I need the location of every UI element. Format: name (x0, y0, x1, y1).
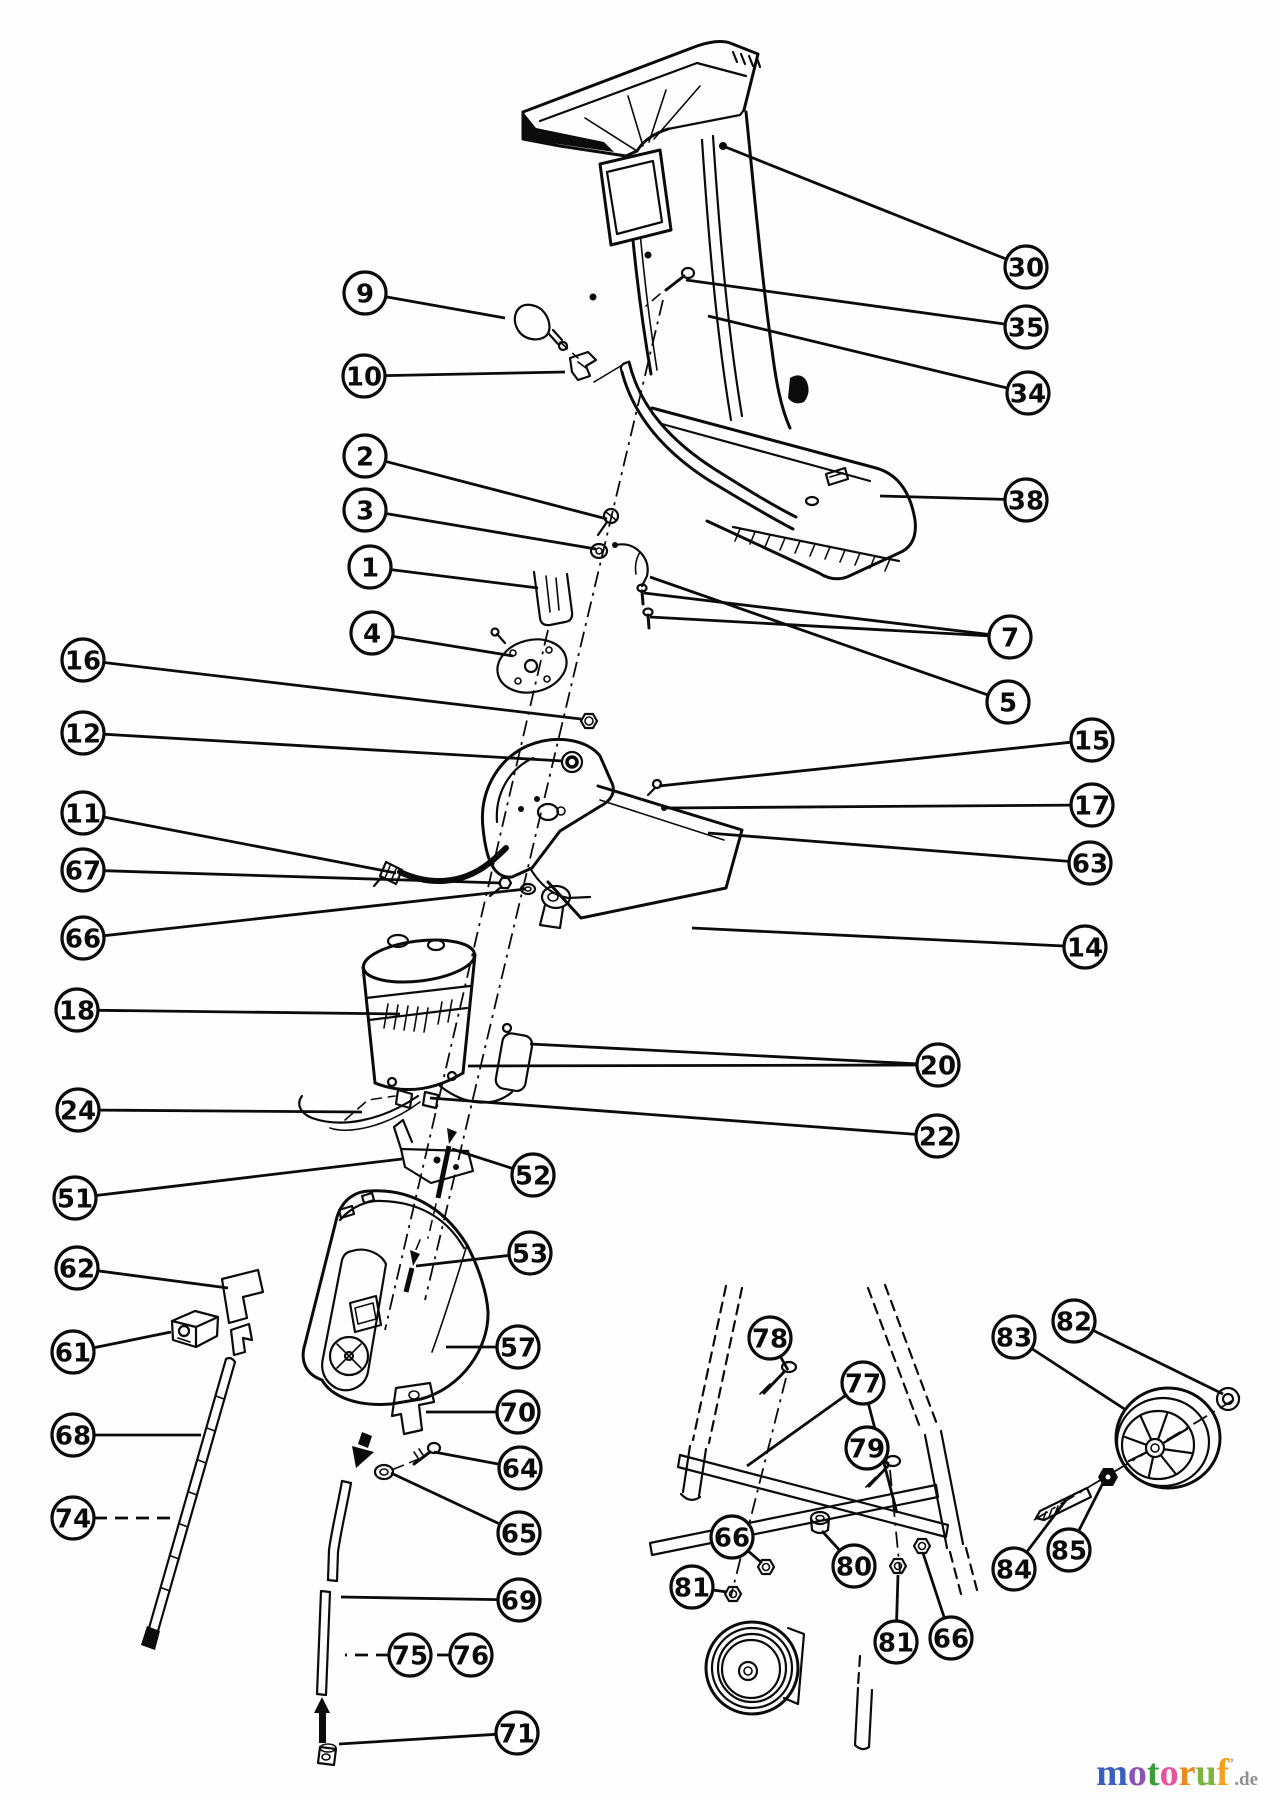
callout-17 (666, 784, 1113, 826)
leader-line-67 (104, 871, 501, 883)
callout-number-77: 77 (844, 1369, 882, 1400)
logo-letter: t (1146, 1752, 1160, 1794)
callout-9 (344, 272, 505, 318)
callout-number-35: 35 (1007, 313, 1045, 344)
callout-number-70: 70 (499, 1398, 537, 1429)
callout-80 (822, 1531, 875, 1587)
callout-number-20: 20 (919, 1051, 957, 1082)
callout-64 (434, 1447, 541, 1489)
callout-79 (846, 1427, 889, 1469)
leader-line-30 (723, 146, 1007, 259)
callout-66 (62, 889, 526, 959)
callout-number-76: 76 (452, 1641, 490, 1672)
callout-number-5: 5 (998, 688, 1018, 719)
callout-14 (692, 926, 1106, 968)
leader-line-51 (96, 1159, 402, 1196)
callout-number-17: 17 (1073, 791, 1111, 822)
callout-5 (650, 577, 1029, 723)
callout-number-9: 9 (355, 279, 375, 310)
leader-line-65 (391, 1473, 500, 1524)
callout-number-83: 83 (995, 1323, 1033, 1354)
logo-letter: u (1195, 1752, 1217, 1794)
callout-number-80: 80 (835, 1552, 873, 1583)
leader-line-20 (468, 1065, 917, 1066)
leader-line-85 (1079, 1481, 1105, 1531)
callout-number-10: 10 (345, 362, 383, 393)
callout-69 (341, 1579, 540, 1621)
callout-number-84: 84 (995, 1555, 1033, 1586)
callout-number-18: 18 (58, 996, 96, 1027)
callout-24 (57, 1089, 362, 1131)
leader-line-62 (98, 1271, 228, 1288)
callout-53 (416, 1232, 551, 1274)
callout-number-62: 62 (58, 1254, 96, 1285)
callout-11 (62, 792, 396, 873)
leader-line-3 (386, 514, 596, 550)
callout-number-2: 2 (355, 442, 375, 473)
callout-number-75: 75 (391, 1641, 429, 1672)
callout-62 (56, 1247, 228, 1289)
motoruf-logo (1088, 1752, 1258, 1800)
callout-number-30: 30 (1007, 253, 1045, 284)
callout-67 (62, 849, 501, 891)
leader-line-63 (708, 833, 1069, 861)
logo-mark: ’ (1229, 1756, 1235, 1772)
leader-line-1 (391, 570, 538, 588)
callout-number-1: 1 (360, 553, 380, 584)
leader-line-2 (385, 461, 607, 519)
logo-word (1096, 1752, 1229, 1794)
callout-12 (62, 712, 563, 761)
callout-number-7: 7 (1000, 623, 1020, 654)
callout-number-68: 68 (54, 1421, 92, 1452)
leader-line-24 (99, 1110, 362, 1112)
callout-16 (62, 639, 581, 719)
callout-number-66: 66 (64, 924, 102, 955)
power-cable (374, 848, 535, 896)
callout-number-81: 81 (673, 1573, 711, 1604)
leader-line-64 (434, 1452, 499, 1464)
leader-line-15 (659, 742, 1071, 786)
leader-line-7 (650, 617, 989, 636)
callout-number-79: 79 (848, 1434, 886, 1465)
leader-line-4 (393, 636, 513, 656)
callout-number-61: 61 (54, 1338, 92, 1369)
callout-number-74: 74 (54, 1504, 92, 1535)
hopper-chute-assembly (523, 42, 809, 529)
callout-number-66: 66 (713, 1523, 751, 1554)
leader-line-81 (897, 1575, 898, 1621)
callout-number-3: 3 (355, 496, 375, 527)
callout-20 (468, 1044, 959, 1086)
lower-housing (303, 1191, 488, 1479)
leader-line-82 (1093, 1330, 1223, 1394)
callout-number-53: 53 (511, 1239, 549, 1270)
leader-line-38 (880, 496, 1005, 499)
callout-number-65: 65 (500, 1519, 538, 1550)
leader-line-18 (98, 1010, 400, 1014)
leader-line-16 (104, 663, 581, 720)
callout-66 (711, 1516, 762, 1563)
callout-3 (344, 489, 596, 549)
callout-number-66: 66 (932, 1624, 970, 1655)
motor (299, 934, 533, 1130)
callout-30 (723, 146, 1047, 288)
leader-line-20 (530, 1044, 917, 1064)
cleaning-tube (314, 1481, 351, 1765)
callout-number-12: 12 (64, 719, 102, 750)
callout-15 (659, 719, 1113, 786)
leader-line-81 (713, 1590, 727, 1592)
callout-71 (339, 1712, 538, 1754)
callout-34 (708, 316, 1049, 414)
deck-plate (482, 739, 742, 928)
callout-66 (923, 1553, 972, 1659)
callout-number-67: 67 (64, 856, 102, 887)
callout-63 (708, 833, 1111, 884)
leader-line-35 (686, 280, 1005, 324)
logo-letter: o (1127, 1752, 1147, 1794)
leader-line-22 (430, 1098, 916, 1134)
callout-70 (426, 1391, 539, 1433)
callout-number-4: 4 (362, 619, 382, 650)
callout-number-57: 57 (499, 1333, 537, 1364)
leader-line-83 (1032, 1349, 1126, 1411)
callout-76 (434, 1634, 492, 1676)
callout-18 (56, 989, 400, 1031)
callout-57 (446, 1326, 539, 1368)
leader-line-71 (339, 1734, 496, 1744)
leader-line-5 (650, 577, 988, 695)
callout-number-81: 81 (877, 1628, 915, 1659)
leader-line-69 (341, 1597, 498, 1600)
leader-line-66 (104, 889, 526, 936)
callout-number-78: 78 (751, 1324, 789, 1355)
callout-number-63: 63 (1071, 849, 1109, 880)
callout-number-16: 16 (64, 646, 102, 677)
callout-35 (686, 280, 1047, 348)
push-rod (141, 1358, 235, 1650)
callout-number-64: 64 (501, 1454, 539, 1485)
callout-22 (430, 1098, 958, 1157)
callout-number-82: 82 (1055, 1307, 1093, 1338)
fastener-stack (492, 305, 653, 772)
leader-line-7 (644, 593, 989, 635)
callout-number-69: 69 (500, 1586, 538, 1617)
leader-line-9 (386, 297, 505, 318)
callout-68 (52, 1414, 201, 1456)
callout-number-22: 22 (918, 1122, 956, 1153)
leader-line-80 (822, 1531, 840, 1551)
logo-letter: m (1096, 1752, 1128, 1794)
logo-letter: r (1178, 1752, 1196, 1794)
leader-line-10 (385, 372, 565, 376)
callout-81 (671, 1566, 727, 1608)
callout-7 (644, 593, 1031, 658)
callout-number-24: 24 (59, 1096, 97, 1127)
callout-74 (52, 1497, 176, 1539)
leader-line-17 (666, 805, 1071, 808)
callout-1 (349, 546, 538, 588)
callout-number-38: 38 (1007, 486, 1045, 517)
leader-line-12 (104, 734, 563, 761)
housing-body (652, 408, 915, 579)
callout-10 (343, 355, 565, 397)
leader-line-52 (452, 1149, 513, 1169)
logo-suffix: .de (1234, 1769, 1258, 1790)
callout-4 (351, 612, 513, 656)
callout-number-11: 11 (64, 799, 102, 830)
callout-78 (749, 1317, 791, 1370)
leader-line-14 (692, 928, 1064, 946)
callout-75 (345, 1634, 431, 1676)
leader-line-66 (923, 1553, 944, 1618)
callout-number-51: 51 (56, 1184, 94, 1215)
leader-line-34 (708, 316, 1008, 388)
callout-81 (875, 1575, 917, 1663)
logo-letter: f (1216, 1752, 1230, 1794)
callout-38 (880, 479, 1047, 521)
leader-line-11 (104, 817, 396, 873)
callout-number-85: 85 (1050, 1536, 1088, 1567)
callout-number-52: 52 (514, 1161, 552, 1192)
callout-number-15: 15 (1073, 726, 1111, 757)
callout-61 (52, 1331, 171, 1373)
callout-number-34: 34 (1009, 379, 1047, 410)
leader-line-61 (94, 1332, 171, 1348)
leader-line-77 (747, 1395, 846, 1466)
callout-number-14: 14 (1066, 933, 1104, 964)
callout-number-71: 71 (498, 1719, 536, 1750)
logo-letter: o (1159, 1752, 1179, 1794)
